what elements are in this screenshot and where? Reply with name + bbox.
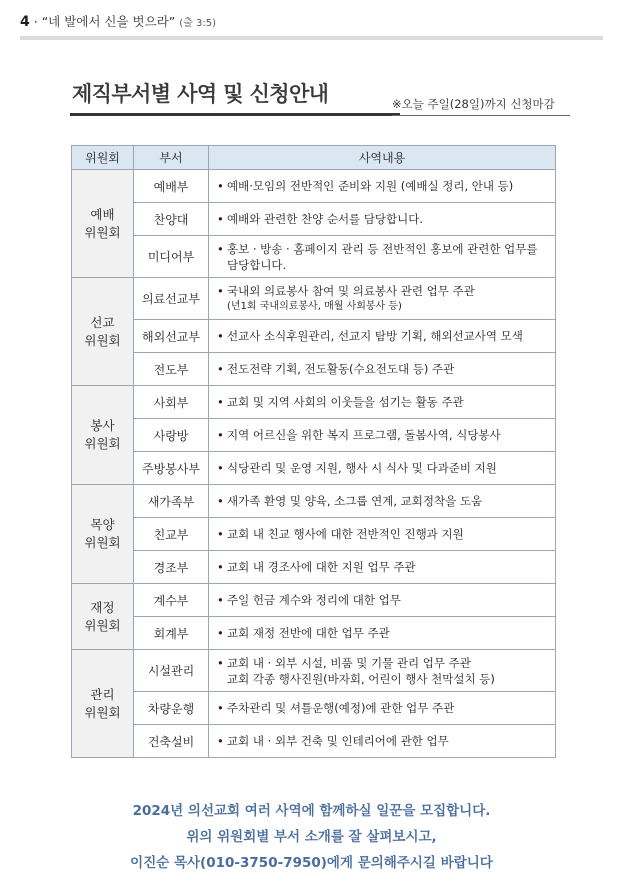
table-row (72, 353, 556, 386)
ministry-description-cell (209, 617, 556, 650)
col-header-department: 부서 (134, 146, 209, 170)
committee-name-line: 위원회 (84, 332, 121, 348)
ministry-description-cell (209, 584, 556, 617)
ministry-description-cell (209, 236, 556, 278)
bullet-mark: • (217, 655, 224, 670)
committee-cell (72, 278, 134, 386)
ministry-description-cell (209, 725, 556, 758)
ministry-description: 교회 내 경조사에 대한 지원 업무 주관 (227, 560, 416, 574)
running-header (20, 12, 216, 30)
table-row (72, 203, 556, 236)
bullet-mark: • (217, 283, 224, 298)
bullet-mark: • (217, 701, 224, 715)
department-cell: 계수부 (134, 584, 209, 617)
page-number: 4 (20, 14, 30, 30)
footer-line-2: 위의 위원회별 부서 소개를 잘 살펴보시고, (186, 829, 437, 845)
ministry-description-cell (209, 203, 556, 236)
bullet-mark: • (217, 461, 224, 475)
committee-cell (72, 650, 134, 758)
ministry-description: 교회 재정 전반에 대한 업무 주관 (227, 626, 390, 640)
header-divider (20, 36, 603, 40)
committee-name-line: 재정 (90, 599, 115, 615)
ministry-description-cell (209, 452, 556, 485)
bullet-mark: • (217, 527, 224, 541)
bullet-mark: • (217, 212, 224, 226)
committee-cell (72, 485, 134, 584)
ministry-description: 주일 헌금 계수와 정리에 대한 업무 (227, 593, 401, 607)
table-row (72, 278, 556, 320)
table-row (72, 617, 556, 650)
ministry-description: 교회 및 지역 사회의 이웃들을 섬기는 활동 주관 (227, 395, 464, 409)
department-cell: 회계부 (134, 617, 209, 650)
bullet-mark: • (217, 560, 224, 574)
committee-name-line: 선교 (90, 314, 115, 330)
committee-name-line: 목양 (90, 517, 115, 532)
ministry-description: 예배·모임의 전반적인 준비와 지원 (예배실 정리, 안내 등) (227, 179, 514, 193)
footer-line-1: 2024년 의선교회 여러 사역에 함께하실 일꾼을 모집합니다. (132, 803, 491, 819)
department-cell: 사회부 (134, 386, 209, 419)
department-cell: 전도부 (134, 353, 209, 386)
title-underline (70, 113, 400, 116)
recruitment-message (0, 798, 623, 876)
table-row (72, 692, 556, 725)
ministry-description-cell (209, 386, 556, 419)
ministry-table-body (72, 170, 556, 758)
header-separator: · (33, 14, 38, 29)
ministry-description: 교회 내 친교 행사에 대한 전반적인 진행과 지원 (227, 527, 464, 541)
ministry-description: 교회 내 · 외부 시설, 비품 및 기물 관리 업무 주관 (227, 655, 471, 670)
department-cell: 해외선교부 (134, 320, 209, 353)
committee-name-line: 위원회 (84, 224, 121, 240)
bullet-mark: • (217, 494, 224, 508)
ministry-description-cell (209, 278, 556, 320)
ministry-description: 교회 각종 행사진원(바자회, 어린이 행사 천막설치 등) (227, 671, 495, 686)
department-cell: 미디어부 (134, 236, 209, 278)
ministry-description: 전도전략 기획, 전도활동(수요전도대 등) 주관 (227, 362, 455, 376)
bullet-mark: • (217, 593, 224, 607)
col-header-committee: 위원회 (72, 146, 134, 170)
table-row (72, 485, 556, 518)
ministry-description: 식당관리 및 운영 지원, 행사 시 식사 및 다과준비 지원 (227, 461, 497, 475)
bullet-mark: • (217, 362, 224, 376)
ministry-description: 홍보 · 방송 · 홈페이지 관리 등 전반적인 홍보에 관련한 업무를 담당합니다. (227, 241, 538, 272)
department-cell: 예배부 (134, 170, 209, 203)
committee-name-line: 위원회 (84, 704, 121, 720)
table-row (72, 236, 556, 278)
ministry-description-cell (209, 650, 556, 692)
department-cell: 경조부 (134, 551, 209, 584)
table-row (72, 452, 556, 485)
ministry-description-cell (209, 320, 556, 353)
bullet-mark: • (217, 395, 224, 409)
department-cell: 차량운행 (134, 692, 209, 725)
ministry-description: 선교사 소식후원관리, 선교지 탐방 기획, 해외선교사역 모색 (227, 329, 523, 343)
table-row (72, 650, 556, 692)
bullet-mark: • (217, 734, 224, 748)
page-title: 제직부서별 사역 및 신청안내 (72, 82, 329, 106)
department-cell: 주방봉사부 (134, 452, 209, 485)
header-reference: (출 3:5) (179, 18, 216, 29)
table-row (72, 170, 556, 203)
committee-name-line: 위원회 (84, 617, 121, 633)
bullet-mark: • (217, 241, 224, 256)
deadline-notice: ※오늘 주일(28일)까지 신청마감 (392, 97, 555, 111)
department-cell: 새가족부 (134, 485, 209, 518)
department-cell: 건축설비 (134, 725, 209, 758)
committee-cell (72, 170, 134, 278)
ministry-description-cell (209, 551, 556, 584)
table-row (72, 584, 556, 617)
bullet-mark: • (217, 179, 224, 193)
ministry-description-cell (209, 353, 556, 386)
ministry-description: 국내외 의료봉사 참여 및 의료봉사 관련 업무 주관 (227, 283, 475, 298)
bullet-mark: • (217, 428, 224, 442)
committee-cell (72, 386, 134, 485)
table-row (72, 419, 556, 452)
ministry-description: 지역 어르신을 위한 복지 프로그램, 돌봄사역, 식당봉사 (227, 428, 501, 442)
table-row (72, 320, 556, 353)
ministry-table (71, 145, 556, 758)
table-row (72, 518, 556, 551)
ministry-description-cell (209, 419, 556, 452)
committee-cell (72, 584, 134, 650)
deadline-underline (392, 115, 570, 116)
ministry-description-cell (209, 170, 556, 203)
department-cell: 친교부 (134, 518, 209, 551)
committee-name-line: 위원회 (84, 436, 121, 451)
table-row (72, 551, 556, 584)
ministry-description-cell (209, 692, 556, 725)
header-quote: “네 발에서 신을 벗으라” (41, 14, 176, 29)
department-cell: 사랑방 (134, 419, 209, 452)
col-header-ministry: 사역내용 (209, 146, 556, 170)
ministry-description-cell (209, 518, 556, 551)
department-cell: 의료선교부 (134, 278, 209, 320)
ministry-description-note: (년1회 국내의료봉사, 매월 사회봉사 등) (227, 300, 402, 312)
committee-name-line: 관리 (90, 686, 115, 702)
footer-line-3: 이진순 목사(010-3750-7950)에게 문의해주시길 바랍니다 (130, 855, 493, 871)
committee-name-line: 봉사 (90, 418, 115, 433)
department-cell: 찬양대 (134, 203, 209, 236)
committee-name-line: 위원회 (84, 535, 121, 550)
table-row (72, 386, 556, 419)
committee-name-line: 예배 (90, 206, 115, 222)
ministry-description: 새가족 환영 및 양육, 소그룹 연계, 교회정착을 도움 (227, 494, 483, 508)
bullet-mark (217, 671, 227, 687)
ministry-description: 예배와 관련한 찬양 순서를 담당합니다. (227, 212, 424, 226)
bullet-mark: • (217, 329, 224, 343)
bullet-mark: • (217, 626, 224, 640)
table-row (72, 725, 556, 758)
ministry-description: 주차관리 및 셔틀운행(예정)에 관한 업무 주관 (227, 701, 455, 715)
department-cell: 시설관리 (134, 650, 209, 692)
ministry-description: 교회 내 · 외부 건축 및 인테리어에 관한 업무 (227, 734, 449, 748)
ministry-description-cell (209, 485, 556, 518)
